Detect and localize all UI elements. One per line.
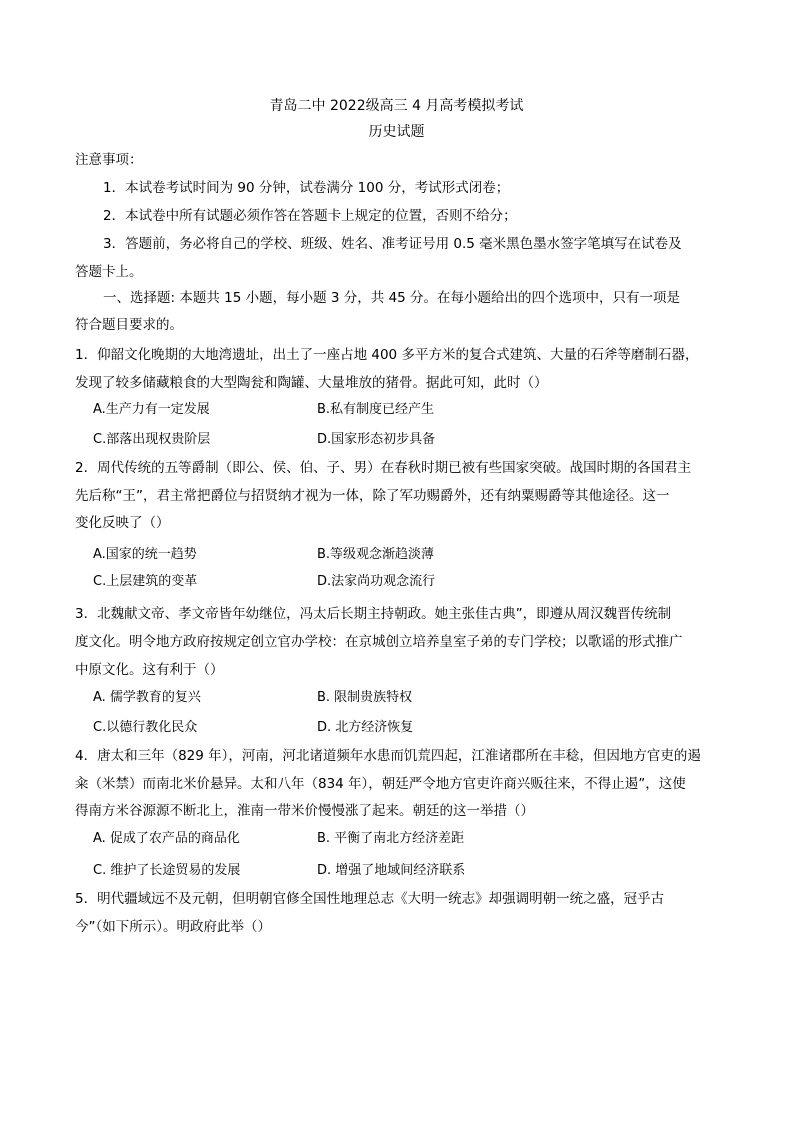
question-5-stem: 5．明代疆域远不及元朝，但明朝官修全国性地理总志《大明一统志》却强调明朝一统之盛，冠乎古 [75, 891, 665, 907]
question-1-option-b[interactable]: B.私有制度已经产生 [317, 402, 435, 417]
question-1-option-c[interactable]: C.部落出现权贵阶层 [93, 432, 211, 447]
question-4-option-a[interactable]: A. 促成了农产品的商品化 [93, 831, 240, 846]
question-4-option-b[interactable]: B. 平衡了南北方经济差距 [317, 831, 465, 846]
question-3-option-b[interactable]: B. 限制贵族特权 [317, 690, 413, 705]
question-4-stem: 得南方米谷源源不断北上，淮南一带米价慢慢涨了起来。朝廷的这一举措（） [75, 803, 534, 819]
section-intro: 符合题目要求的。 [75, 317, 183, 333]
question-2-option-a[interactable]: A.国家的统一趋势 [93, 547, 197, 562]
question-4-stem: 4．唐太和三年（829 年），河南，河北诸道频年水患而饥荒四起，江淮诸郡所在丰稔，但因地方官吏的遏 [75, 748, 701, 764]
question-3-option-a[interactable]: A. 儒学教育的复兴 [93, 690, 201, 705]
question-2-option-c[interactable]: C.上层建筑的变革 [93, 574, 198, 589]
question-1-stem: 发现了较多储藏粮食的大型陶瓮和陶罐、大量堆放的猪骨。据此可知，此时（） [75, 375, 548, 391]
question-5-stem: 今”（如下所示）。明政府此举（） [75, 919, 271, 935]
question-1-option-a[interactable]: A.生产力有一定发展 [93, 402, 210, 417]
question-4-option-d[interactable]: D. 增强了地域间经济联系 [317, 863, 466, 878]
notice-item: 答题卡上。 [75, 264, 143, 280]
exam-title: 青岛二中 2022级高三 4 月高考模拟考试 [269, 98, 524, 114]
section-intro: 一、选择题: 本题共 15 小题，每小题 3 分，共 45 分。在每小题给出的四个选项中，只有一项是 [103, 290, 681, 306]
question-3-option-d[interactable]: D. 北方经济恢复 [317, 720, 414, 735]
question-3-stem: 3．北魏献文帝、孝文帝皆年幼继位，冯太后长期主持朝政。她主张佳古典”，即遵从周汉魏晋传统制 [75, 606, 672, 622]
exam-subtitle: 历史试题 [368, 124, 425, 140]
question-2-stem: 变化反映了（） [75, 515, 170, 531]
question-2-option-d[interactable]: D.法家尚功观念流行 [317, 574, 436, 589]
question-3-stem: 度文化。明令地方政府按规定创立官办学校：在京城创立培养皇室子弟的专门学校；以歌谣的形式推广 [75, 634, 683, 650]
question-1-option-d[interactable]: D.国家形态初步具备 [317, 432, 436, 447]
question-3-option-c[interactable]: C.以德行教化民众 [93, 720, 198, 735]
notice-item: 3．答题前，务必将自己的学校、班级、姓名、准考证号用 0.5 毫米黑色墨水签字笔填写在试卷及 [103, 236, 682, 252]
notice-item: 1．本试卷考试时间为 90 分钟，试卷满分 100 分，考试形式闭卷； [103, 180, 510, 196]
question-4-option-c[interactable]: C. 维护了长途贸易的发展 [93, 863, 241, 878]
question-3-stem: 中原文化。这有利于（） [75, 662, 224, 678]
question-2-stem: 先后称“王”，君主常把爵位与招贤纳才视为一体，除了军功赐爵外，还有纳粟赐爵等其他途径。这一 [75, 488, 670, 504]
question-2-stem: 2．周代传统的五等爵制（即公、侯、伯、子、男）在春秋时期已被有些国家突破。战国时期的各国君主 [75, 460, 692, 476]
question-1-stem: 1．仰韶文化晚期的大地湾遗址，出土了一座占地 400 多平方米的复合式建筑、大量的石斧等磨制石器， [75, 347, 699, 363]
notice-item: 2．本试卷中所有试题必须作答在答题卡上规定的位置，否则不给分； [103, 208, 517, 224]
question-4-stem: 籴（米禁）而南北米价悬异。太和八年（834 年），朝廷严令地方官吏许商兴贩往来，不得止遏”，这使 [75, 776, 686, 792]
notice-heading: 注意事项： [75, 152, 143, 168]
question-2-option-b[interactable]: B.等级观念渐趋淡薄 [317, 547, 435, 562]
